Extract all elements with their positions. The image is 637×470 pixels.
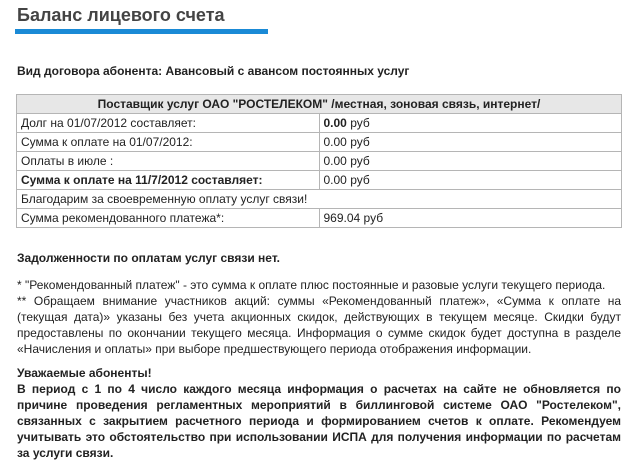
table-row xyxy=(17,190,622,209)
recommended-label: Сумма рекомендованного платежа*: xyxy=(17,209,320,228)
table-row xyxy=(17,133,622,152)
attention-notice xyxy=(17,365,621,461)
debt-amount: 0.00 xyxy=(323,116,347,130)
current-due-currency: руб xyxy=(346,173,370,187)
current-due-label: Сумма к оплате на 11/7/2012 составляет: xyxy=(17,171,320,190)
debt-currency: руб xyxy=(346,116,370,130)
table-header-row xyxy=(17,95,622,114)
table-row xyxy=(17,152,622,171)
debt-label: Долг на 01/07/2012 составляет: xyxy=(17,114,320,133)
current-due-amount: 0.00 xyxy=(323,173,347,187)
balance-table xyxy=(16,94,622,228)
recommended-value xyxy=(319,209,622,228)
table-row xyxy=(17,114,622,133)
provider-header: Поставщик услуг ОАО "РОСТЕЛЕКОМ" /местная, зоновая связь, интернет/ xyxy=(17,95,622,114)
title-underline xyxy=(15,29,268,34)
payments-value xyxy=(319,152,622,171)
footnote-promotions: ** Обращаем внимание участников акций: суммы «Рекомендованный платеж», «Сумма к оплате на (текущая дата)» указаны без учета акционных скидок, действующих в текущем месяце. Скидки будут предоставлены по окончании текущего месяца. Информация о сумме скидок будет доступна в разделе «Начисления и оплаты» при выборе предшествующего периода отображения информации. xyxy=(17,294,621,356)
recommended-currency: руб xyxy=(360,211,384,225)
payments-amount: 0.00 xyxy=(323,154,347,168)
thanks-message: Благодарим за своевременную оплату услуг связи! xyxy=(17,190,622,209)
payments-currency: руб xyxy=(346,154,370,168)
due-currency: руб xyxy=(346,135,370,149)
attention-text: В период с 1 по 4 число каждого месяца информация о расчетах на сайте не обновляется по причине проведения регламентных мероприятий в биллинговой системе ОАО "Ростелеком", связанных с закрытием расчетного периода и формированием счетов к оплате. Рекомендуем учитывать это обстоятельство при использовании ИСПА для получения информации по расчетам за услуги связи. xyxy=(17,382,621,460)
due-value xyxy=(319,133,622,152)
footnotes xyxy=(17,277,621,357)
recommended-amount: 969.04 xyxy=(323,211,361,225)
contract-type: Вид договора абонента: Авансовый с авансом постоянных услуг xyxy=(17,64,410,78)
due-label: Сумма к оплате на 01/07/2012: xyxy=(17,133,320,152)
table-row xyxy=(17,209,622,228)
table-row xyxy=(17,171,622,190)
page-title: Баланс лицевого счета xyxy=(17,5,225,25)
footnote-recommended: * "Рекомендованный платеж" - это сумма к оплате плюс постоянные и разовые услуги текущего периода. xyxy=(17,278,606,292)
current-due-value xyxy=(319,171,622,190)
debt-value xyxy=(319,114,622,133)
attention-heading: Уважаемые абоненты! xyxy=(17,366,152,380)
payments-label: Оплаты в июле : xyxy=(17,152,320,171)
no-debt-status: Задолженности по оплатам услуг связи нет. xyxy=(17,251,280,265)
due-amount: 0.00 xyxy=(323,135,347,149)
